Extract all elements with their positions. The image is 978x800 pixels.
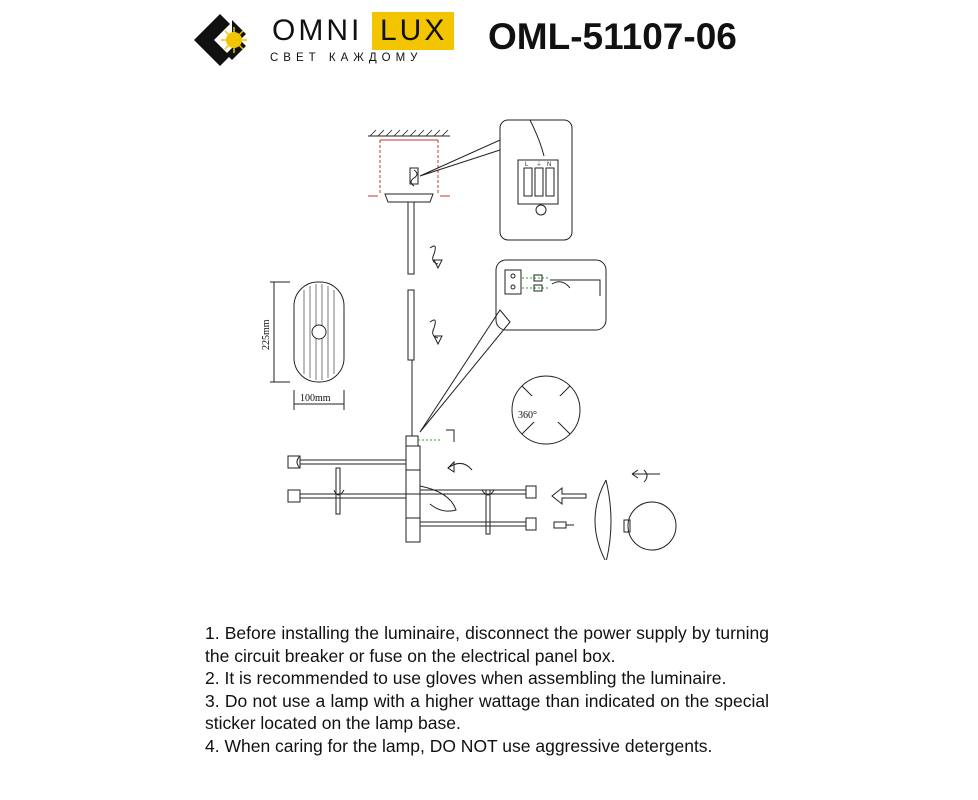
fixture-arm-right-top bbox=[420, 486, 536, 534]
instruction-item: 4. When caring for the lamp, DO NOT use aggressive detergents. bbox=[205, 735, 713, 756]
rotate-arrow-icon bbox=[430, 320, 442, 344]
insert-arrow-icon bbox=[552, 488, 586, 504]
instruction-item: 2. It is recommended to use gloves when assembling the luminaire. bbox=[205, 668, 727, 689]
brand-name-omni: OMNI bbox=[272, 14, 363, 47]
assembly-diagram bbox=[260, 110, 700, 560]
bulb-icon bbox=[554, 522, 574, 528]
ceiling-canopy bbox=[368, 194, 450, 202]
logo-diamond-icon bbox=[194, 14, 247, 66]
fixture-arm-left-bottom bbox=[288, 468, 406, 514]
wire-label-n: N bbox=[547, 162, 552, 168]
shade-height-label: 225mm bbox=[261, 319, 272, 350]
rotate-arrow-icon bbox=[448, 462, 472, 472]
instruction-item: 1. Before installing the luminaire, disconnect the power supply by turning the circuit breaker or fuse on the electrical panel box. bbox=[205, 623, 769, 666]
rod-joint-callout bbox=[420, 260, 606, 432]
fixture-arm-right-bottom bbox=[420, 518, 536, 530]
terminal-block-callout bbox=[420, 120, 572, 240]
model-number: OML-51107-06 bbox=[488, 16, 737, 57]
rotate-arrow-icon bbox=[632, 470, 660, 482]
instructions-list bbox=[205, 622, 769, 758]
rotation-360-icon bbox=[512, 376, 580, 444]
shade-width-label: 100mm bbox=[300, 393, 331, 404]
ceiling-hatch bbox=[368, 130, 450, 136]
suspension-rod-lower bbox=[408, 290, 414, 360]
brand-name-lux-box bbox=[372, 12, 454, 50]
wire-label-l: L bbox=[525, 162, 529, 168]
wire-label-earth: ⏚ bbox=[536, 162, 543, 168]
mounting-bracket bbox=[380, 140, 438, 195]
fixture-arm-left-top bbox=[288, 456, 406, 468]
shade-front-view bbox=[261, 282, 344, 410]
shade-ring-view bbox=[624, 502, 676, 550]
brand-name-lux: LUX bbox=[380, 14, 448, 47]
instruction-item: 3. Do not use a lamp with a higher wattage than indicated on the special sticker located on the lamp base. bbox=[205, 690, 769, 734]
suspension-rod-upper bbox=[408, 202, 414, 274]
rotate-arrow-icon bbox=[430, 246, 442, 268]
brand-tagline: СВЕТ КАЖДОМУ bbox=[270, 52, 423, 64]
fixture-body bbox=[406, 430, 454, 542]
shade-side-view bbox=[595, 480, 611, 560]
rotation-label: 360° bbox=[518, 410, 537, 421]
